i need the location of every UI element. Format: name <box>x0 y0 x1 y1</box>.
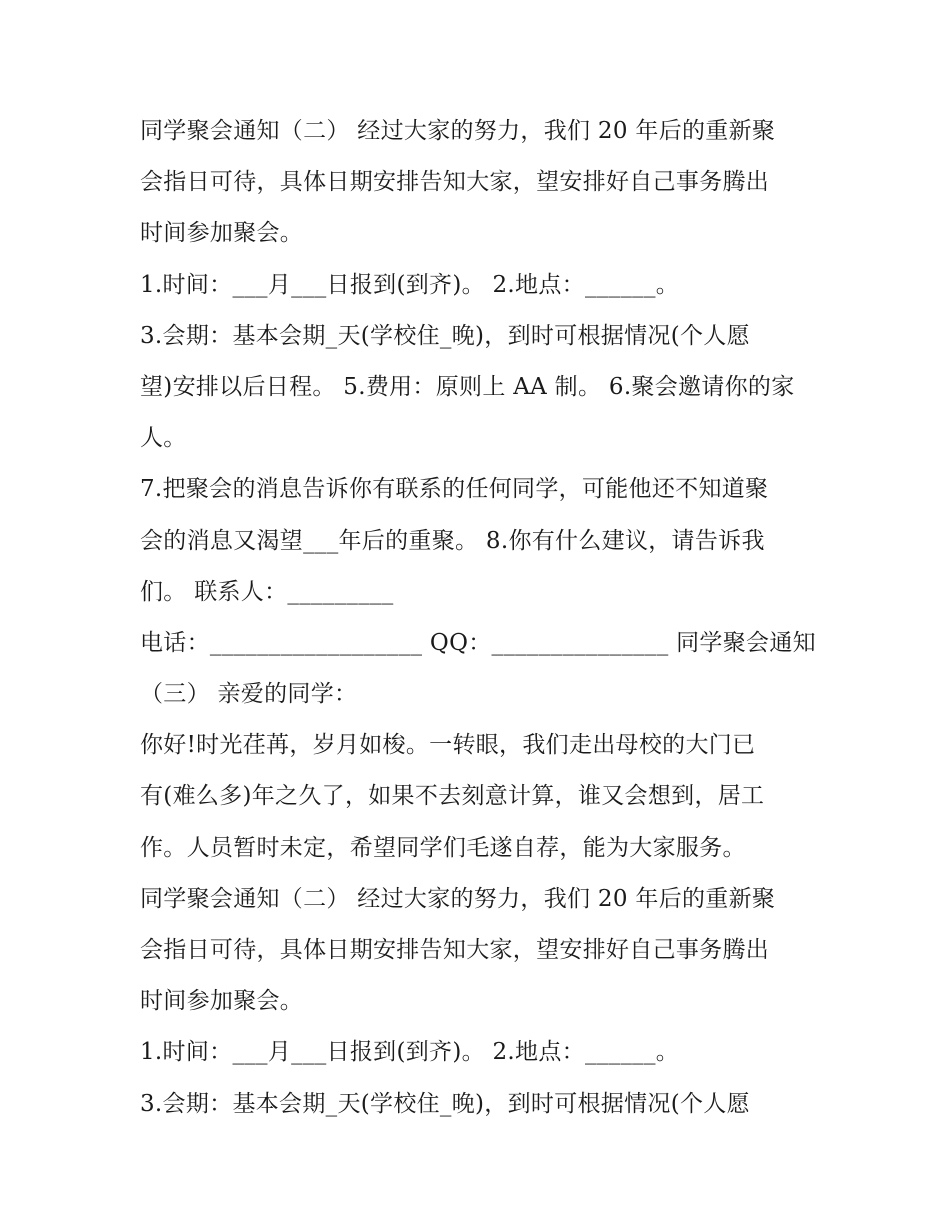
text-line: 有(难么多)年之久了，如果不去刻意计算，谁又会想到，居工 <box>140 783 765 810</box>
text-line: 同学聚会通知（二） 经过大家的努力，我们 20 年后的重新聚 <box>140 885 776 912</box>
text-line: 们。 联系人：_________ <box>140 578 394 605</box>
text-line: 电话：__________________ QQ：_______________ 同学聚会通知 <box>140 629 816 656</box>
text-line: 1.时间：___月___日报到(到齐)。 2.地点：______。 <box>140 1039 680 1066</box>
text-line: 1.时间：___月___日报到(到齐)。 2.地点：______。 <box>140 271 680 298</box>
text-line: 会指日可待，具体日期安排告知大家，望安排好自己事务腾出 <box>140 937 770 963</box>
text-line: 时间参加聚会。 <box>140 220 304 247</box>
text-line: 3.会期：基本会期_天(学校住_晚)，到时可根据情况(个人愿 <box>140 322 750 349</box>
text-line: 同学聚会通知（二） 经过大家的努力，我们 20 年后的重新聚 <box>140 118 776 144</box>
text-line: 7.把聚会的消息告诉你有联系的任何同学，可能他还不知道聚 <box>140 476 769 503</box>
document-body <box>140 106 820 1130</box>
text-line: 会指日可待，具体日期安排告知大家，望安排好自己事务腾出 <box>140 169 770 196</box>
text-line: （三） 亲爱的同学： <box>140 681 358 708</box>
text-line: 会的消息又渴望___年后的重聚。 8.你有什么建议，请告诉我 <box>140 527 765 554</box>
text-line: 你好!时光荏苒，岁月如梭。一转眼，我们走出母校的大门已 <box>140 732 756 759</box>
text-line: 人。 <box>140 425 187 452</box>
text-line: 时间参加聚会。 <box>140 988 304 1015</box>
text-line: 3.会期：基本会期_天(学校住_晚)，到时可根据情况(个人愿 <box>140 1090 750 1117</box>
text-line: 望)安排以后日程。 5.费用：原则上 AA 制。 6.聚会邀请你的家 <box>140 373 795 400</box>
text-line: 作。人员暂时未定，希望同学们毛遂自荐，能为大家服务。 <box>140 834 746 861</box>
